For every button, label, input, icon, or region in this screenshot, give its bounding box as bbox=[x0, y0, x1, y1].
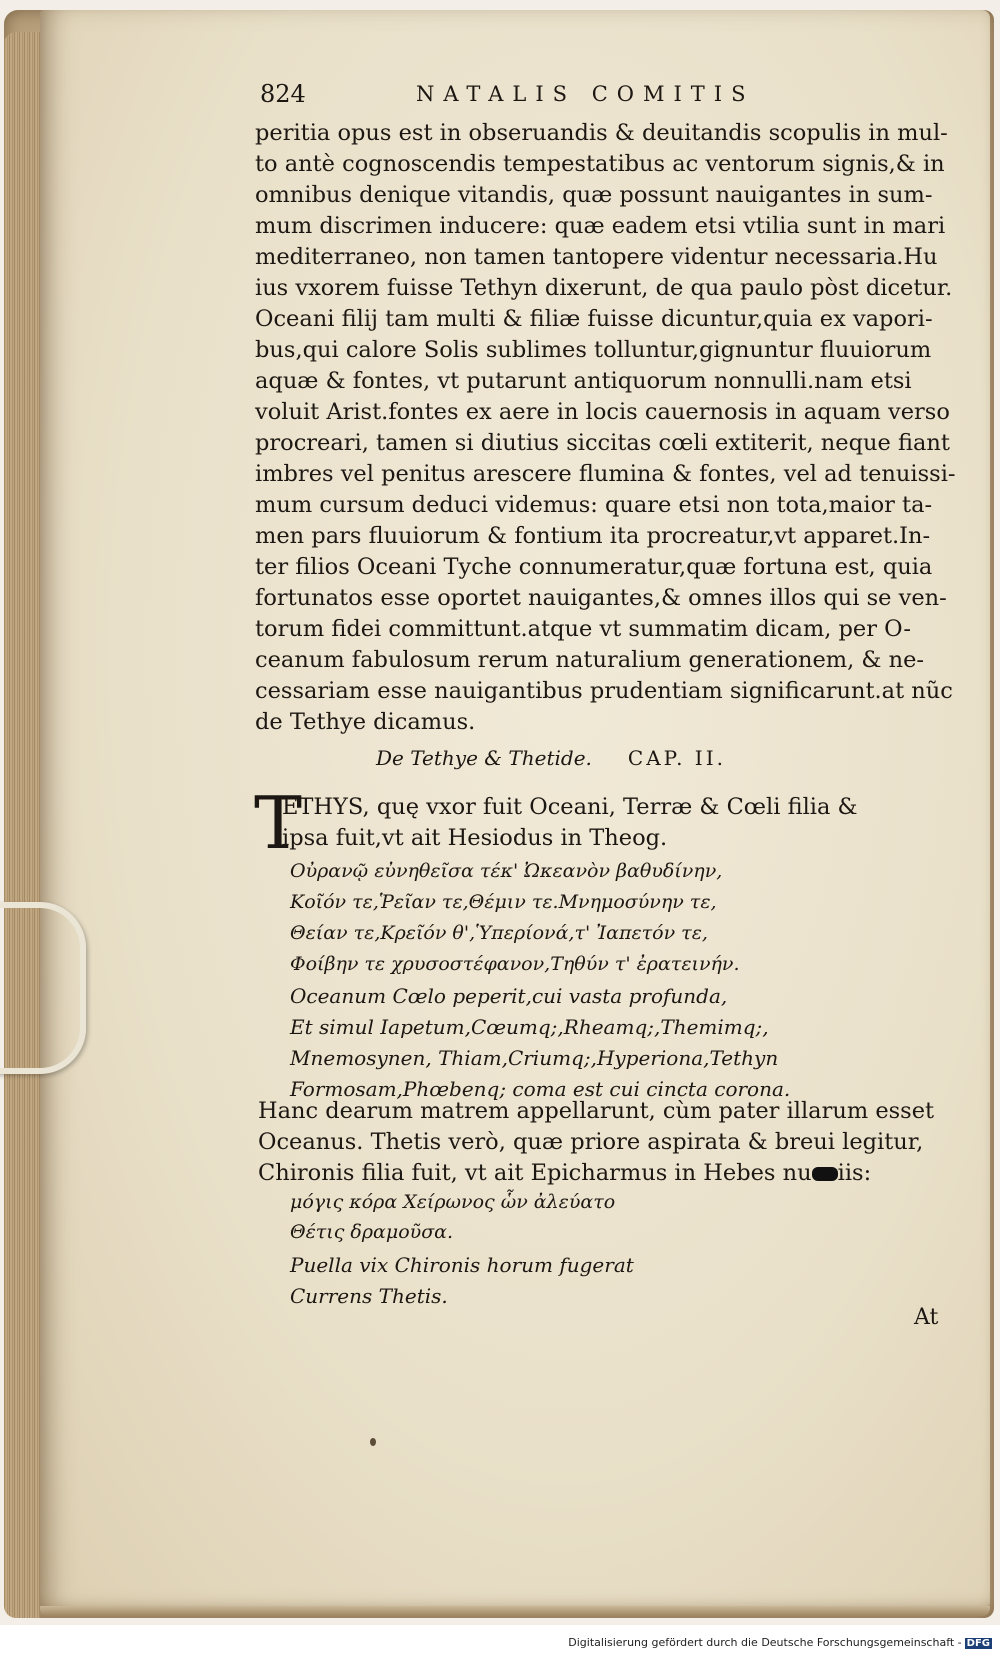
text-line: peritia opus est in obseruandis & deuitandis scopulis in mul- bbox=[255, 120, 948, 146]
page-clip bbox=[0, 902, 86, 1074]
verse-line: Puella vix Chironis horum fugerat bbox=[290, 1253, 634, 1277]
digitization-credit bbox=[568, 1636, 992, 1656]
text-line: ceanum fabulosum rerum naturalium generationem, & ne- bbox=[255, 647, 925, 673]
text-line bbox=[258, 1158, 908, 1189]
latin-verse-2 bbox=[290, 1250, 890, 1312]
ink-blot bbox=[812, 1167, 838, 1181]
greek-quote-2 bbox=[290, 1187, 890, 1247]
verse-line: Formosam,Phœbenq; coma est cui cincta corona. bbox=[290, 1077, 791, 1101]
text-line: omnibus denique vitandis, quæ possunt nauigantes in sum- bbox=[255, 182, 933, 208]
dfg-logo: DFG bbox=[966, 1638, 990, 1649]
text-line: procreari, tamen si diutius siccitas cœli extiterit, neque fiant bbox=[255, 430, 950, 456]
paragraph-1 bbox=[255, 118, 956, 738]
paragraph-2 bbox=[282, 792, 922, 854]
chapter-number: CAP. II. bbox=[627, 746, 726, 770]
text-line: cessariam esse nauigantibus prudentiam significarunt.at nũc bbox=[255, 678, 953, 704]
text-line: ter filios Oceani Tyche connumeratur,quæ fortuna est, quia bbox=[255, 554, 933, 580]
text-line: mediterraneo, non tamen tantopere videntur necessaria.Hu bbox=[255, 244, 938, 270]
verse-line: Et simul Iapetum,Cœumq;,Rheamq;,Themimq;, bbox=[290, 1015, 769, 1039]
text-line: bus,qui calore Solis sublimes tolluntur,gignuntur fluuiorum bbox=[255, 337, 932, 363]
greek-line: Οὐρανῷ εὐνηθεῖσα τέκ' Ὠκεανὸν βαθυδίνην, bbox=[290, 860, 723, 882]
chapter-title: De Tethye & Thetide. bbox=[376, 746, 592, 770]
verse-line: Mnemosynen, Thiam,Criumq;,Hyperiona,Tethyn bbox=[290, 1046, 779, 1070]
text-fragment: iis: bbox=[837, 1160, 872, 1186]
text-line: aquæ & fontes, vt putarunt antiquorum nonnulli.nam etsi bbox=[255, 368, 912, 394]
drop-cap: T bbox=[254, 781, 303, 865]
text-line: ETHYS, quę vxor fuit Oceani, Terræ & Cœli filia & bbox=[282, 794, 858, 820]
chapter-heading bbox=[376, 746, 796, 770]
text-line: fortunatos esse oportet nauigantes,& omnes illos qui se ven- bbox=[255, 585, 947, 611]
greek-line: Θείαν τε,Κρεῖόν θ',Ὑπερίονά,τ' Ἰαπετόν τε, bbox=[290, 922, 708, 944]
text-line: de Tethye dicamus. bbox=[255, 709, 476, 735]
text-line: voluit Arist.fontes ex aere in locis cauernosis in aquam verso bbox=[255, 399, 950, 425]
page-bottom-edge bbox=[40, 1606, 990, 1616]
latin-verse-1 bbox=[290, 981, 930, 1105]
paragraph-3 bbox=[258, 1096, 935, 1189]
verse-line: Oceanum Cœlo peperit,cui vasta profunda, bbox=[290, 984, 728, 1008]
text-line: Oceani filij tam multi & filiæ fuisse dicuntur,quia ex vapori- bbox=[255, 306, 933, 332]
catchword: At bbox=[914, 1305, 939, 1330]
greek-line: Φοίβην τε χρυσοστέφανον,Τηθύν τ' ἐρατεινήν. bbox=[290, 953, 740, 975]
text-line: Oceanus. Thetis verò, quæ priore aspirata & breui legitur, bbox=[258, 1129, 924, 1155]
text-line: torum fidei committunt.atque vt summatim dicam, per O- bbox=[255, 616, 911, 642]
text-line: men pars fluuiorum & fontium ita procreatur,vt apparet.In- bbox=[255, 523, 931, 549]
text-line: imbres vel penitus arescere flumina & fontes, vel ad tenuissi- bbox=[255, 461, 956, 487]
text-line: to antè cognoscendis tempestatibus ac ventorum signis,& in bbox=[255, 151, 945, 177]
page-header bbox=[260, 80, 880, 116]
greek-quote-1 bbox=[290, 856, 930, 980]
greek-line: Κοῖόν τε,Ῥεῖαν τε,Θέμιν τε.Μνημοσύνην τε, bbox=[290, 891, 717, 913]
text-line: mum discrimen inducere: quæ eadem etsi vtilia sunt in mari bbox=[255, 213, 946, 239]
greek-line: Θέτις δραμοῦσα. bbox=[290, 1221, 454, 1243]
greek-line: μόγις κόρα Χείρωνος ὧν ἀλεύατο bbox=[290, 1191, 616, 1213]
text-line: ius vxorem fuisse Tethyn dixerunt, de qua paulo pòst dicetur. bbox=[255, 275, 953, 301]
text-line: mum cursum deduci videmus: quare etsi non tota,maior ta- bbox=[255, 492, 933, 518]
credit-text: Digitalisierung gefördert durch die Deutsche Forschungsgemeinschaft - bbox=[568, 1636, 962, 1649]
text-fragment: Chironis filia fuit, vt ait Epicharmus in Hebes nu bbox=[258, 1160, 812, 1186]
page-edges bbox=[4, 32, 40, 1618]
text-line: ipsa fuit,vt ait Hesiodus in Theog. bbox=[282, 825, 668, 851]
page-number: 824 bbox=[260, 80, 306, 108]
paper-speck bbox=[370, 1438, 376, 1446]
text-line: Hanc dearum matrem appellarunt, cùm pater illarum esset bbox=[258, 1098, 935, 1124]
running-title: NATALIS COMITIS bbox=[416, 82, 755, 106]
verse-line: Currens Thetis. bbox=[290, 1284, 448, 1308]
